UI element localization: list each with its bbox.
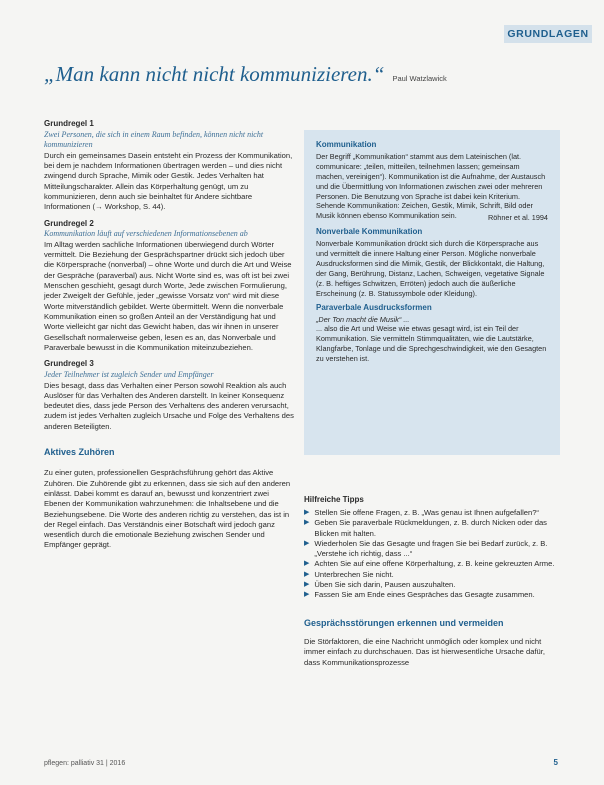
section-tab [504, 25, 592, 43]
rule2-text: Im Alltag werden sachliche Informationen überwiegend durch Wörter vermittelt. Die Beziehung der Gesprächspartner drückt sich jedoch über die Körpersprache (nonverbal) – ohne Worte und durch die Art und Weise der Gespräche (paraverbal) aus. Nicht Worte sind es, was oft ist bei zwei Menschen geschieht, gesagt durch Worte, Jede zwischen Formulierung, jeder Zweigelt der Gefühle, jeder „gewisse Vorsatz von“ wird mit diese Worte mitverständlich gebildet. Werte übermittelt. Wenn die nonverbale Kommunikation einen so großen Anteil an der Verständigung hat und Worte vielleicht gar nicht das Gewicht haben, das wir ihnen in unserer Gesellschaft normalerweise geben, lesen es an, das Nonverbale und Paraverbale bewusst in die Kommunikation miteinzubeziehen. [44, 239, 292, 352]
tip-text: Fassen Sie am Ende eines Gespräches das Gesagte zusammen. [314, 590, 535, 600]
arrow-right-icon: ▶ [304, 581, 310, 589]
box-nonverbal-heading: Nonverbale Kommunikation [316, 227, 423, 237]
tips-list [304, 508, 558, 601]
box-nonverbal-text: Nonverbale Kommunikation drückt sich durch die Körpersprache aus und vermittelt die innere Haltung einer Person. Mögliche nonverbale Ausdrucksformen sind die Mimik, Gestik, der Blickkontakt, die Haltung, der Gang, Berührung, Distanz, Lachen, Schweigen, vegetative Signale (z. B. heftiges Schwitzen, Erröten) jedoch auch die äußerliche Erscheinung (z. B. Statussymbole oder Kleidung). [316, 239, 545, 298]
tip-text: Achten Sie auf eine offene Körperhaltung, z. B. keine gekreuzten Arme. [314, 559, 555, 569]
tips-heading: Hilfreiche Tipps [304, 495, 364, 504]
box-paraverbal-text: ... also die Art und Weise wie etwas gesagt wird, ist ein Teil der Kommunikation. Sie vermitteln Stimmqualitäten, wie die Lautstärke, Klangfarbe, Tonlage und die Sprechgeschwindigkeit, wie den Gesagten zu verstehen ist. [316, 324, 547, 364]
rule1-text: Durch ein gemeinsames Dasein entsteht ein Prozess der Kommunikation, bei dem je nachdem Informationen übertragen werden – und dies nicht zwingend durch Sprache, Mimik oder Gestik. Jedes Verhalten hat Mitteilungscharakter. Allein das Körperhaltung genügt, um zu kommunizieren, denn auch sie beinhaltet für Andere sichtbare Informationen (→ Workshop, S. 44). [44, 150, 293, 212]
list-item [304, 590, 558, 600]
list-item [304, 508, 558, 518]
list-item [304, 559, 558, 569]
rule3-heading: Grundregel 3 [44, 359, 94, 369]
box-paraverbal-heading: Paraverbale Ausdrucksformen [316, 302, 432, 312]
rule1-subtitle: Zwei Personen, die sich in einem Raum befinden, können nicht nicht kommunizieren [44, 129, 264, 150]
list-item [304, 539, 558, 560]
tip-text: Geben Sie paraverbale Rückmeldungen, z. B. durch Nicken oder das Blicken mit halten. [314, 518, 547, 538]
left-column [44, 113, 296, 553]
arrow-right-icon: ▶ [304, 591, 310, 599]
list-item [304, 570, 558, 580]
list-item [304, 580, 558, 590]
arrow-right-icon: ▶ [304, 570, 310, 578]
tip-text: Üben Sie sich darin, Pausen auszuhalten. [314, 580, 456, 590]
footer-journal: pflegen: palliativ 31 | 2016 [44, 760, 126, 767]
arrow-right-icon: ▶ [304, 519, 310, 527]
page-title: „Man kann nicht nicht kommunizieren.“ [44, 62, 385, 86]
tip-text: Unterbrechen Sie nicht. [314, 569, 394, 579]
box-paraverbal-subtitle: „Der Ton macht die Musik“ ... [316, 314, 410, 324]
tip-text: Wiederholen Sie das Gesagte und fragen Sie bei Bedarf zurück, z. B. „Verstehe ich richtig, dass ...“ [314, 538, 548, 559]
arrow-right-icon: ▶ [304, 508, 310, 516]
page-number: 5 [553, 758, 558, 767]
rule3-subtitle: Jeder Teilnehmer ist zugleich Sender und Empfänger [44, 370, 214, 380]
arrow-right-icon: ▶ [304, 539, 310, 547]
disturbances-heading: Gesprächsstörungen erkennen und vermeiden [304, 617, 504, 628]
active-listening-heading: Aktives Zuhören [44, 447, 115, 458]
box-communication-source: Röhner et al. 1994 [487, 213, 548, 223]
right-column [304, 495, 558, 670]
title-author: Paul Watzlawick [392, 74, 447, 83]
rule1-heading: Grundregel 1 [44, 119, 94, 128]
section-tab-label: GRUNDLAGEN [507, 28, 589, 40]
active-listening-text: Zu einer guten, professionellen Gesprächsführung gehört das Aktive Zuhören. Die Zuhörende gibt zu erkennen, dass sie sich auf den anderen einlässt. Dabei kommt es darauf an, bewusst und konzentriert zwei Ebenen der Kommunikation wahrzunehmen: die Inhaltsebene und die Beziehungsebene. Die Worte des anderen richtig zu verstehen, das ist in der Regel einfach. Das Verständnis einer Botschaft wird jedoch ganz wesentlich durch die emotionale Beziehung zwischen Sender und Empfänger geprägt. [44, 468, 291, 550]
box-communication-text: Der Begriff „Kommunikation“ stammt aus dem Lateinischen (lat. communicare: „teilen, mitteilen, teilnehmen lassen; gemeinsam machen, vereinigen“). Kommunikation ist die Aufnahme, der Austausch und die Übermittlung von Informationen zwischen zwei oder mehreren Personen. Die Benutzung von Sprache ist dabei kein Kriterium. Sehende Kommunikation: Zeichen, Gestik, Mimik, Schrift, Bild oder Musik können ebenso Kommunikation sein. [316, 151, 546, 221]
arrow-right-icon: ▶ [304, 560, 310, 568]
tip-text: Stellen Sie offene Fragen, z. B. „Was genau ist Ihnen aufgefallen?“ [314, 507, 539, 517]
info-box [304, 130, 560, 455]
rule2-subtitle: Kommunikation läuft auf verschiedenen Informationsebenen ab [44, 229, 248, 239]
disturbances-text: Die Störfaktoren, die eine Nachricht unmöglich oder komplex und nicht immer einfach zu durchschauen. Das ist hierwesentliche Ursache dafür, dass Kommunikationsprozesse [304, 636, 546, 667]
rule2-heading: Grundregel 2 [44, 218, 94, 228]
list-item [304, 518, 558, 539]
title-row [44, 62, 584, 87]
rule3-text: Dies besagt, dass das Verhalten einer Person sowohl Reaktion als auch Auslöser für das Verhalten des Anderen darstellt. In keiner Konsequenz bedeutet dies, dass jede Person des Verhaltens des anderen verursacht, zudem ist jedes Verhalten zugleich Ursache und Folge des Verhaltens des anderen Beteiligten. [44, 380, 294, 431]
box-communication-heading: Kommunikation [316, 140, 377, 149]
